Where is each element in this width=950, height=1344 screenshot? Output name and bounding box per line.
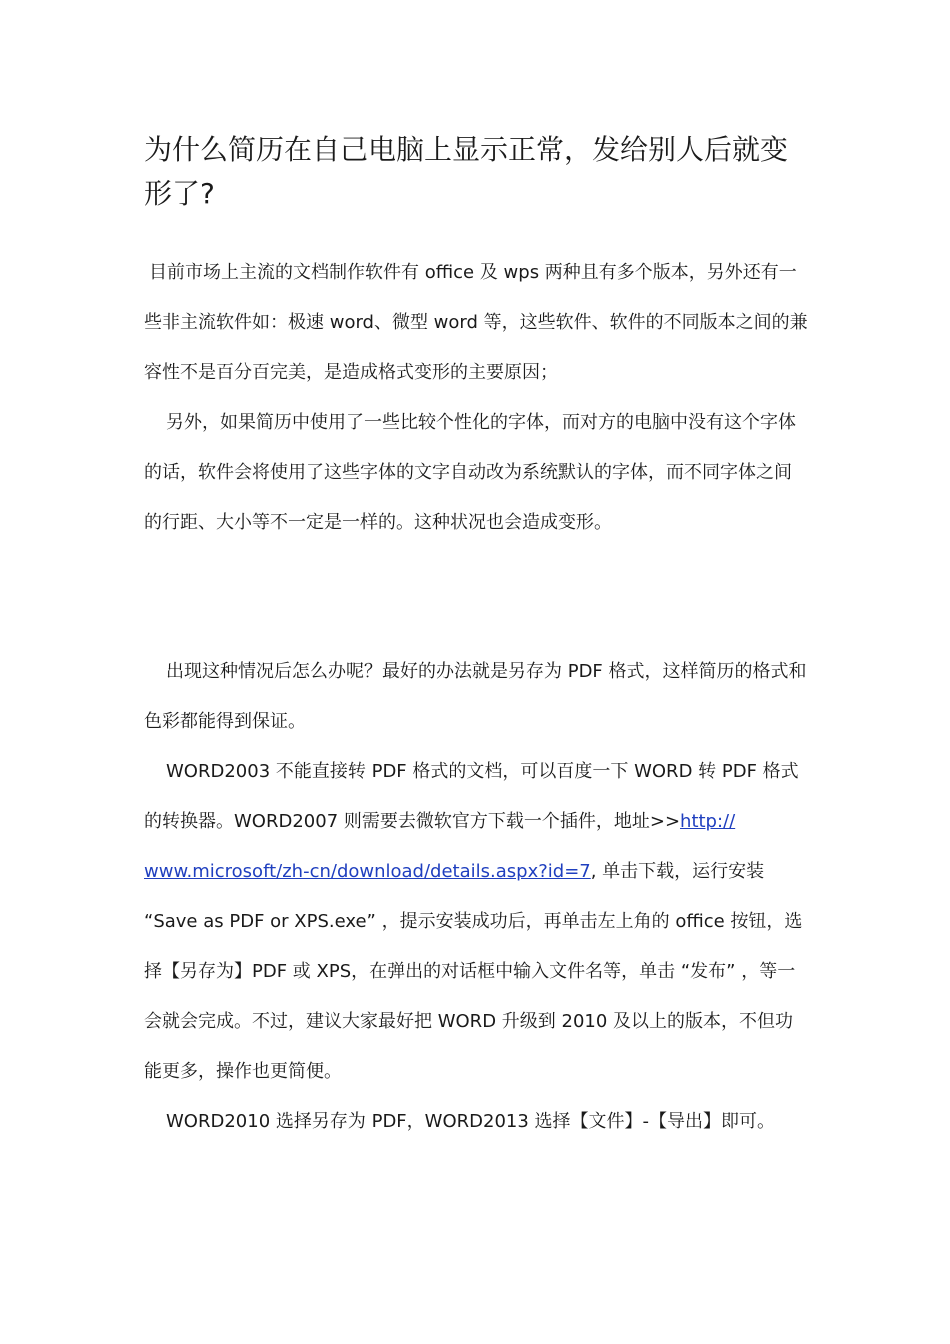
link-text-part2: www.microsoft/zh-cn/download/details.aspx?id=7	[144, 861, 591, 882]
document-title: 为什么简历在自己电脑上显示正常，发给别人后就变形了?	[144, 133, 789, 210]
plugin-text-after-link: , 单击下载，运行安装 “Save as PDF or XPS.exe” ，提示安装成功后，再单击左上角的 office 按钮，选择【另存为】PDF 或 XPS，在弹出的对话框中输入文件名等，单击 “发布” ，等一会就会完成。不过，建议大家最好把 WORD 升级到 2010 及以上的版本，不但功能更多，操作也更简便。	[144, 861, 803, 1082]
section-cause	[144, 248, 808, 548]
section-solution	[144, 647, 808, 1147]
link-text-part1: http://	[680, 811, 736, 832]
paragraph-save-as-pdf: 出现这种情况后怎么办呢？最好的办法就是另存为 PDF 格式，这样简历的格式和色彩都能得到保证。	[144, 661, 807, 732]
paragraph-compatibility: 目前市场上主流的文档制作软件有 office 及 wps 两种且有多个版本，另外还有一些非主流软件如：极速 word、微型 word 等，这些软件、软件的不同版本之间的兼容性不是百分百完美，是造成格式变形的主要原因；	[144, 262, 808, 383]
plugin-text-before-link: WORD2003 不能直接转 PDF 格式的文档，可以百度一下 WORD 转 PDF 格式的转换器。WORD2007 则需要去微软官方下载一个插件，地址>>	[144, 761, 799, 832]
paragraph-word2007-plugin	[144, 747, 808, 1097]
paragraph-word2010-2013: WORD2010 选择另存为 PDF，WORD2013 选择【文件】-【导出】即可。	[166, 1111, 776, 1132]
paragraph-fonts: 另外，如果简历中使用了一些比较个性化的字体，而对方的电脑中没有这个字体的话，软件会将使用了这些字体的文字自动改为系统默认的字体，而不同字体之间的行距、大小等不一定是一样的。这种状况也会造成变形。	[144, 412, 796, 533]
